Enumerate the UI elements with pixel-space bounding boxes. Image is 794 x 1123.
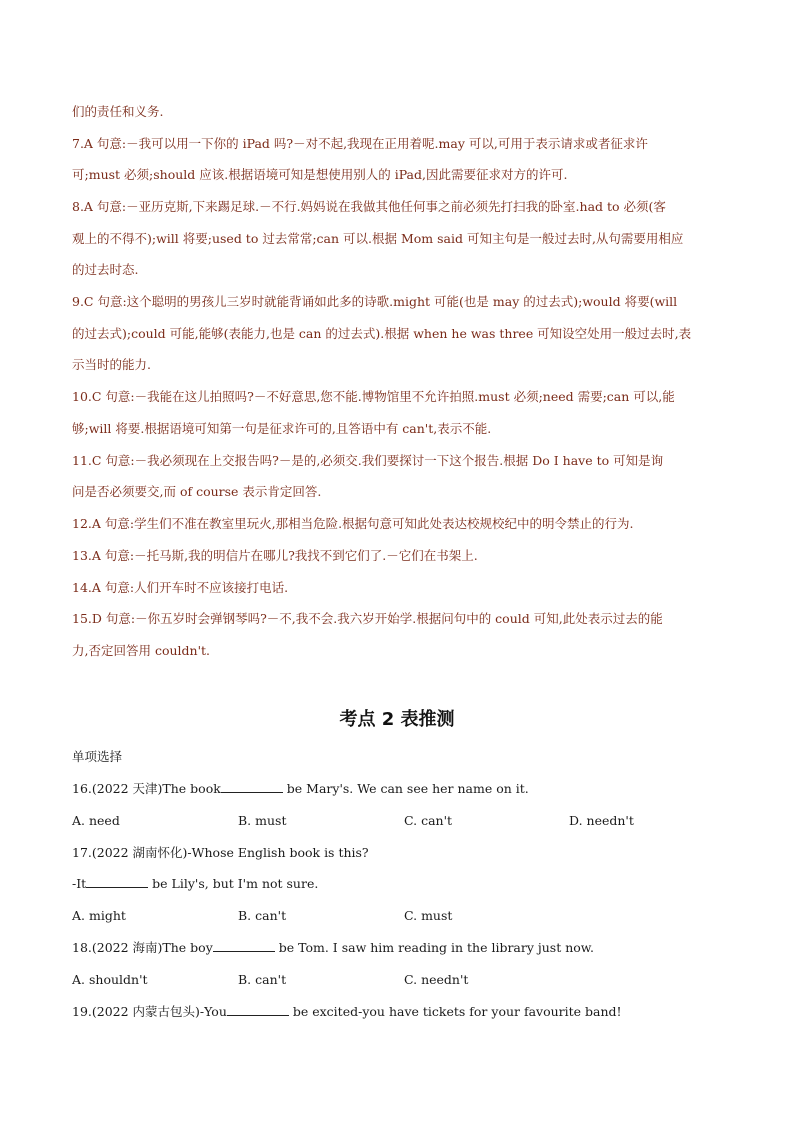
section-subheading: 单项选择: [72, 749, 123, 764]
option-c: C. can't: [404, 813, 453, 828]
answer-line: 10.C 句意:－我能在这儿拍照吗?－不好意思,您不能.博物馆里不允许拍照.must 必须;need 需要;can 可以,能: [72, 389, 675, 404]
answer-blank: [86, 876, 148, 888]
answer-line: 14.A 句意:人们开车时不应该接打电话.: [72, 580, 289, 595]
option-b: B. must: [238, 813, 287, 828]
question-prefix: 17.(2022 湖南怀化)-Whose English book is this?: [72, 845, 369, 860]
question-stem: [72, 1004, 724, 1020]
answer-line: 9.C 句意:这个聪明的男孩儿三岁时就能背诵如此多的诗歌.might 可能(也是 may 的过去式);would 将要(will: [72, 294, 678, 309]
answer-blank: [221, 781, 283, 793]
answer-line: 观上的不得不);will 将要;used to 过去常常;can 可以.根据 Mom said 可知主句是一般过去时,从句需要用相应: [72, 231, 684, 246]
option-b: B. can't: [238, 908, 287, 923]
question-prefix: 18.(2022 海南)The boy: [72, 940, 213, 955]
answer-line: 问是否必须要交,而 of course 表示肯定回答.: [72, 484, 322, 499]
question-suffix: be excited-you have tickets for your favourite band!: [288, 1004, 622, 1019]
answer-line: 15.D 句意:－你五岁时会弹钢琴吗?－不,我不会.我六岁开始学.根据问句中的 could 可知,此处表示过去的能: [72, 611, 663, 626]
answer-line: 力,否定回答用 couldn't.: [72, 643, 211, 658]
question-prefix: 16.(2022 天津)The book: [72, 781, 221, 796]
answer-line: 13.A 句意:－托马斯,我的明信片在哪儿?我找不到它们了.－它们在书架上.: [72, 548, 478, 563]
question-suffix: be Lily's, but I'm not sure.: [148, 876, 319, 891]
question-suffix: be Tom. I saw him reading in the library just now.: [274, 940, 594, 955]
option-a: A. shouldn't: [72, 972, 148, 987]
answer-blank: [213, 940, 275, 952]
question-suffix: be Mary's. We can see her name on it.: [282, 781, 529, 796]
question-stem: [72, 845, 724, 861]
question-prefix: 19.(2022 内蒙古包头)-You: [72, 1004, 227, 1019]
answer-line: 的过去式);could 可能,能够(表能力,也是 can 的过去式).根据 when he was three 可知设空处用一般过去时,表: [72, 326, 692, 341]
answer-line: 7.A 句意:－我可以用一下你的 iPad 吗?－对不起,我现在正用着呢.may 可以,可用于表示请求或者征求许: [72, 136, 648, 151]
question-stem: [72, 876, 724, 892]
answer-line: 可;must 必须;should 应该.根据语境可知是想使用别人的 iPad,因此需要征求对方的许可.: [72, 167, 568, 182]
answer-line: 11.C 句意:－我必须现在上交报告吗?－是的,必须交.我们要探讨一下这个报告.根据 Do I have to 可知是询: [72, 453, 664, 468]
answer-line: 们的责任和义务.: [72, 104, 164, 119]
answer-line: 够;will 将要.根据语境可知第一句是征求许可的,且答语中有 can't,表示不能.: [72, 421, 492, 436]
option-d: D. needn't: [569, 813, 634, 828]
answer-blank: [227, 1004, 289, 1016]
answer-line: 8.A 句意:－亚历克斯,下来踢足球.－不行.妈妈说在我做其他任何事之前必须先打扫我的卧室.had to 必须(客: [72, 199, 666, 214]
option-a: A. need: [72, 813, 120, 828]
option-c: C. must: [404, 908, 453, 923]
answer-line: 的过去时态.: [72, 262, 139, 277]
option-c: C. needn't: [404, 972, 469, 987]
option-a: A. might: [72, 908, 126, 923]
section-heading: 考点 2 表推测: [339, 709, 455, 730]
question-prefix: -It: [72, 876, 87, 891]
question-stem: [72, 781, 724, 797]
answer-line: 12.A 句意:学生们不准在教室里玩火,那相当危险.根据句意可知此处表达校规校纪中的明令禁止的行为.: [72, 516, 634, 531]
question-stem: [72, 940, 724, 956]
answer-line: 示当时的能力.: [72, 357, 151, 372]
option-b: B. can't: [238, 972, 287, 987]
